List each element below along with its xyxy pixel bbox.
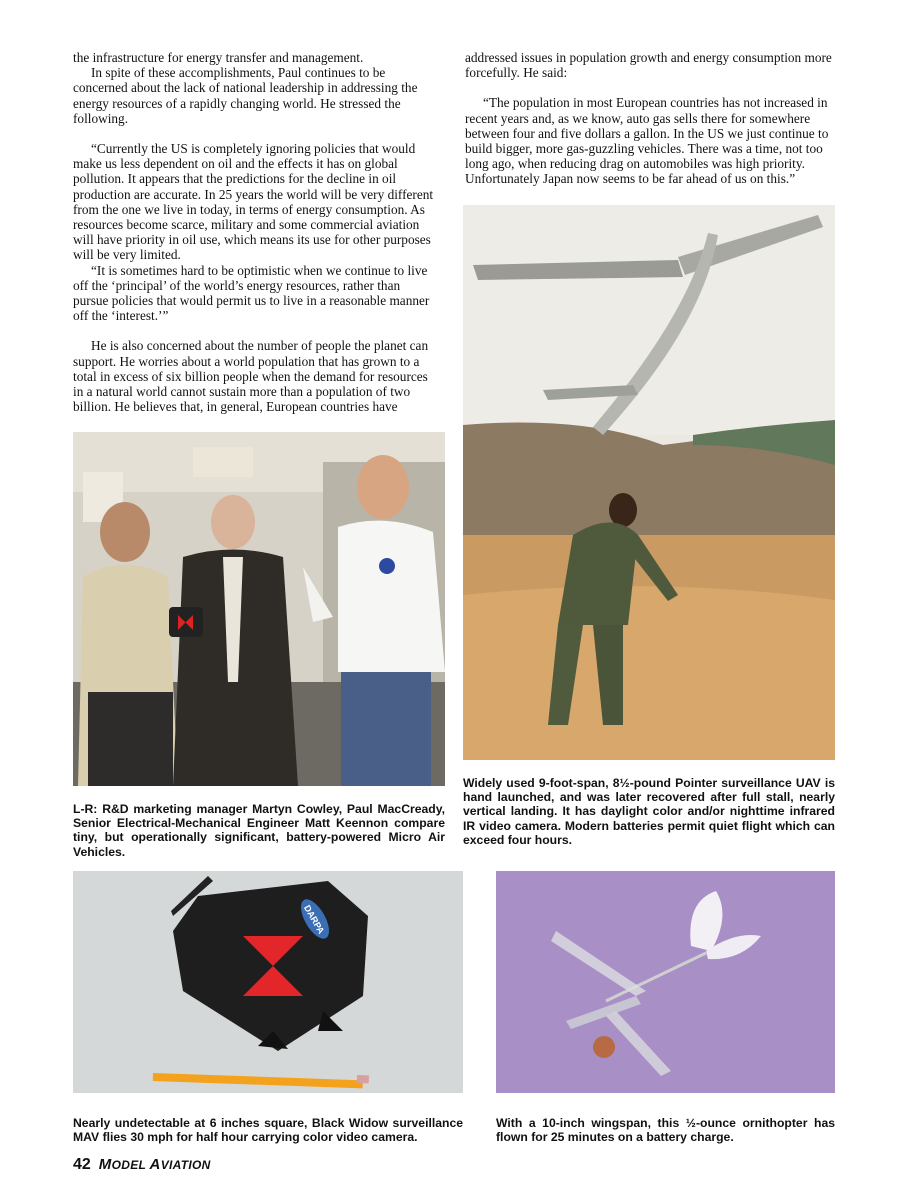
page-footer <box>73 1156 211 1174</box>
pointer-uav-caption: Widely used 9-foot-span, 8½-pound Pointer surveillance UAV is hand launched, and was later recovered after full stall, nearly vertical landing. It has daylight color and/or nighttime infrared IR video camera. Modern batteries permit quiet flight which can exceed four hours. <box>463 776 835 847</box>
pointer-uav-photo <box>463 205 835 760</box>
pointer-uav-illustration <box>463 205 835 760</box>
paragraph: the infrastructure for energy transfer and management. <box>73 50 364 65</box>
right-column-text <box>465 50 837 187</box>
group-photo-illustration <box>73 432 445 786</box>
black-widow-photo <box>73 871 463 1093</box>
paragraph: “The population in most European countries has not increased in recent years and, as we know, auto gas sells there for somewhere between four and five dollars a gallon. In the US we just continue to build bigger, more gas-guzzling vehicles. There was a time, not too long ago, when reducing drag on automobiles was high priority. Unfortunately Japan now seems to be far ahead of us on this.” <box>465 95 829 187</box>
paragraph: “It is sometimes hard to be optimistic when we continue to live off the ‘principal’ of the world’s energy resources, rather than pursue policies that would permit us to live in a reasonable manner off the ‘interest.’” <box>73 262 430 324</box>
paragraph: addressed issues in population growth and energy consumption more forcefully. He said: <box>465 50 832 81</box>
paragraph: In spite of these accomplishments, Paul continues to be concerned about the lack of national leadership in addressing the energy resources of a rapidly changing world. He stressed the following. <box>73 65 418 126</box>
left-column-text <box>73 50 438 414</box>
paragraph: “Currently the US is completely ignoring policies that would make us less dependent on oil and the effects it has on global pollution. It appears that the predictions for the decline in oil production are accurate. In 25 years the world will be very different from the one we live in today, in terms of energy consumption. As resources become scarce, military and some commercial aviation will have priority in oil use, which means its use for other purposes will be very limited. <box>73 141 434 263</box>
darpa-label: DARPA <box>301 903 327 936</box>
black-widow-illustration <box>73 871 463 1093</box>
magazine-name: MODEL AVIATION <box>98 1156 211 1173</box>
ornithopter-photo <box>496 871 835 1093</box>
ornithopter-caption: With a 10-inch wingspan, this ½-ounce ornithopter has flown for 25 minutes on a battery charge. <box>496 1116 835 1145</box>
paragraph: He is also concerned about the number of people the planet can support. He worries about a world population that has grown to a total in excess of six billion people when the demand for resources in a natural world cannot sustain more than a population of two billion. He believes that, in general, European countries have <box>73 338 429 415</box>
ornithopter-illustration <box>496 871 835 1093</box>
group-photo-caption: L-R: R&D marketing manager Martyn Cowley, Paul MacCready, Senior Electrical-Mechanical Engineer Matt Keennon compare tiny, but operationally significant, battery-powered Micro Air Vehicles. <box>73 802 445 859</box>
page-number: 42 <box>73 1156 91 1173</box>
black-widow-caption: Nearly undetectable at 6 inches square, Black Widow surveillance MAV flies 30 mph for half hour carrying color video camera. <box>73 1116 463 1145</box>
group-photo <box>73 432 445 786</box>
